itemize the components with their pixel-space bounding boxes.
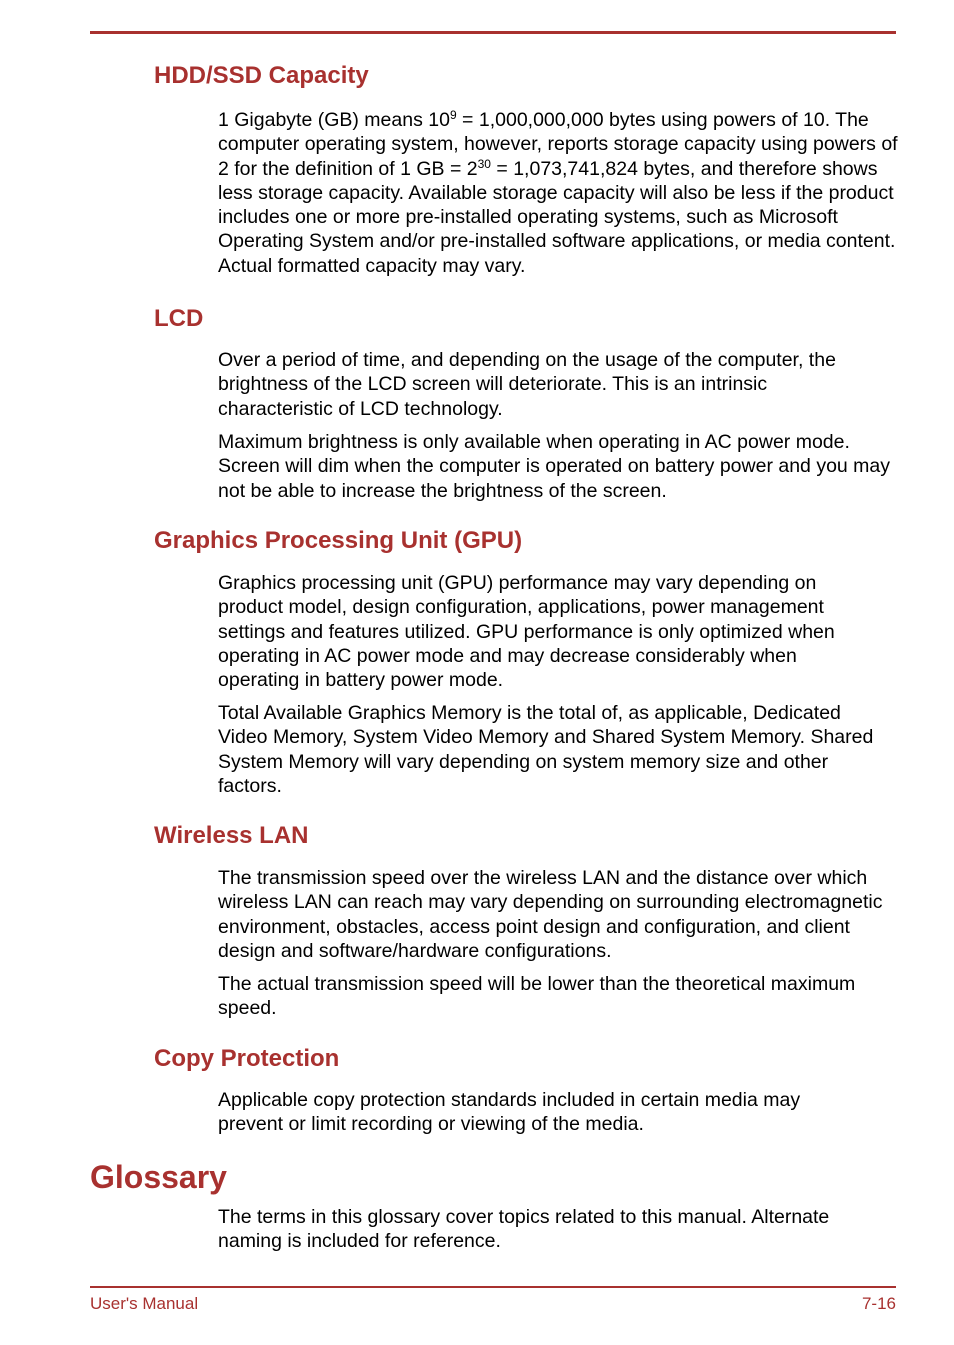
hdd-sup-9: 9 (449, 108, 457, 122)
paragraph-hdd-capacity (218, 108, 898, 278)
footer-rule (90, 1286, 896, 1288)
heading-lcd: LCD (154, 305, 204, 332)
paragraph-lcd-1: Over a period of time, and depending on the usage of the computer, the brightness of the LCD screen will deteriorate. This is an intrinsic characteristic of LCD technology. (218, 349, 836, 420)
footer-page-number: 7-16 (861, 1294, 896, 1313)
paragraph-glossary: The terms in this glossary cover topics related to this manual. Alternate naming is included for reference. (218, 1206, 830, 1253)
paragraph-copy-protection: Applicable copy protection standards included in certain media may prevent or limit recording or viewing of the media. (218, 1089, 801, 1136)
hdd-text-a: 1 Gigabyte (GB) means 10 (218, 109, 450, 131)
paragraph-gpu-1: Graphics processing unit (GPU) performance may vary depending on product model, design configuration, applications, power management settings and features utilized. GPU performance is only optimized when operating in AC power mode and may decrease considerably when operating in battery power mode. (218, 572, 835, 692)
hdd-text-b: = 1,000,000,000 bytes using powers of 10. The computer operating system, however, reports storage capacity using powers of 2 for the definition of 1 GB = 2 (218, 109, 898, 180)
paragraph-gpu-2: Total Available Graphics Memory is the total of, as applicable, Dedicated Video Memory, System Video Memory and Shared System Memory. Shared System Memory will vary depending on system memory size and other factors. (218, 702, 874, 797)
footer-manual-title: User's Manual (90, 1294, 199, 1313)
paragraph-lcd-2: Maximum brightness is only available when operating in AC power mode. Screen will dim when the computer is operated on battery power and you may not be able to increase the brightness of the screen. (218, 431, 891, 502)
hdd-sup-30: 30 (477, 156, 491, 171)
paragraph-wlan-1: The transmission speed over the wireless LAN and the distance over which wireless LAN can reach may vary depending on surrounding electromagnetic environment, obstacles, access point design and configuration, and client design and software/hardware configurations. (218, 867, 883, 962)
heading-hdd-ssd-capacity: HDD/SSD Capacity (154, 62, 369, 89)
paragraph-wlan-2: The actual transmission speed will be lower than the theoretical maximum speed. (218, 973, 856, 1020)
heading-copy-protection: Copy Protection (154, 1045, 340, 1072)
heading-wireless-lan: Wireless LAN (154, 822, 309, 849)
heading-glossary: Glossary (90, 1159, 227, 1195)
header-rule (90, 31, 896, 34)
hdd-text-c: = 1,073,741,824 bytes, and therefore shows less storage capacity. Available storage capacity will also be less if the product includes one or more pre-installed operating systems, such as Microsoft Operating System and/or pre-installed software applications, or media content. Actual formatted capacity may vary. (218, 157, 896, 277)
heading-gpu: Graphics Processing Unit (GPU) (154, 527, 523, 554)
